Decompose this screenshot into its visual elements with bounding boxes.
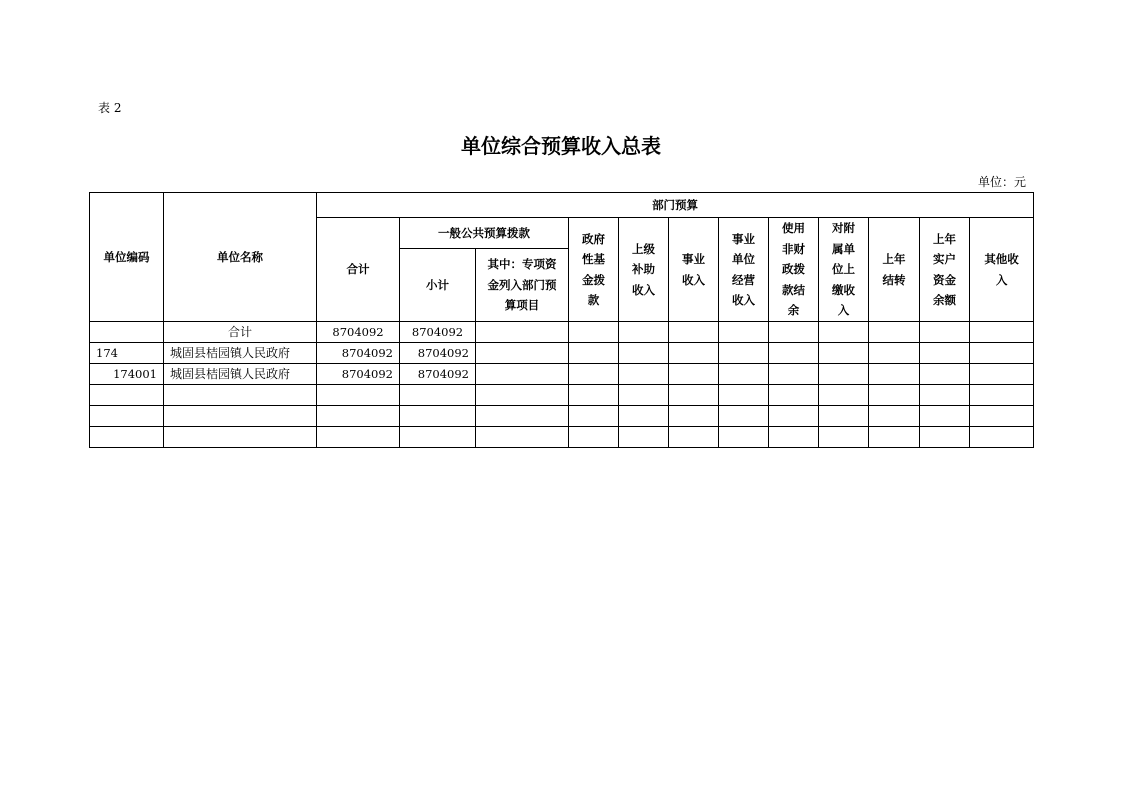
- table-row: [90, 364, 1034, 385]
- cell-subtotal: 8704092: [400, 322, 476, 343]
- header-business-income: 事业收入: [669, 218, 719, 322]
- header-special-funds: 其中：专项资金列入部门预算项目: [476, 249, 569, 322]
- cell-name: 合计: [164, 322, 317, 343]
- table-number: 表 2: [98, 101, 122, 115]
- header-other-income: 其他收入: [970, 218, 1034, 322]
- cell-subtotal: 8704092: [400, 343, 476, 364]
- header-non-fiscal: 使用非财政拨款结余: [769, 218, 819, 322]
- header-carryover: 上年结转: [869, 218, 920, 322]
- cell-subtotal: 8704092: [400, 364, 476, 385]
- cell-total: 8704092: [317, 343, 400, 364]
- table-row: [90, 406, 1034, 427]
- cell-name: 城固县桔园镇人民政府: [164, 364, 317, 385]
- cell-code: [90, 322, 164, 343]
- cell-code: 174001: [90, 364, 164, 385]
- table-row: [90, 385, 1034, 406]
- cell-code: 174: [90, 343, 164, 364]
- header-unit-name: 单位名称: [164, 193, 317, 322]
- cell-name: 城固县桔园镇人民政府: [164, 343, 317, 364]
- table-row: [90, 427, 1034, 448]
- header-unit-code: 单位编码: [90, 193, 164, 322]
- header-prior-balance: 上年实户资金余额: [920, 218, 970, 322]
- header-dept-budget: 部门预算: [317, 193, 1034, 218]
- table-row: [90, 343, 1034, 364]
- page-title: 单位综合预算收入总表: [461, 134, 661, 158]
- header-subtotal: 小计: [400, 249, 476, 322]
- cell-total: 8704092: [317, 322, 400, 343]
- header-general-public: 一般公共预算拨款: [400, 218, 569, 249]
- table-row: [90, 322, 1034, 343]
- header-total: 合计: [317, 218, 400, 322]
- header-affiliated: 对附属单位上缴收入: [819, 218, 869, 322]
- budget-income-table: [89, 192, 1034, 448]
- header-operating-income: 事业单位经营收入: [719, 218, 769, 322]
- cell-total: 8704092: [317, 364, 400, 385]
- unit-label: 单位：元: [977, 175, 1026, 189]
- header-superior-subsidy: 上级补助收入: [619, 218, 669, 322]
- header-gov-fund: 政府性基金拨款: [569, 218, 619, 322]
